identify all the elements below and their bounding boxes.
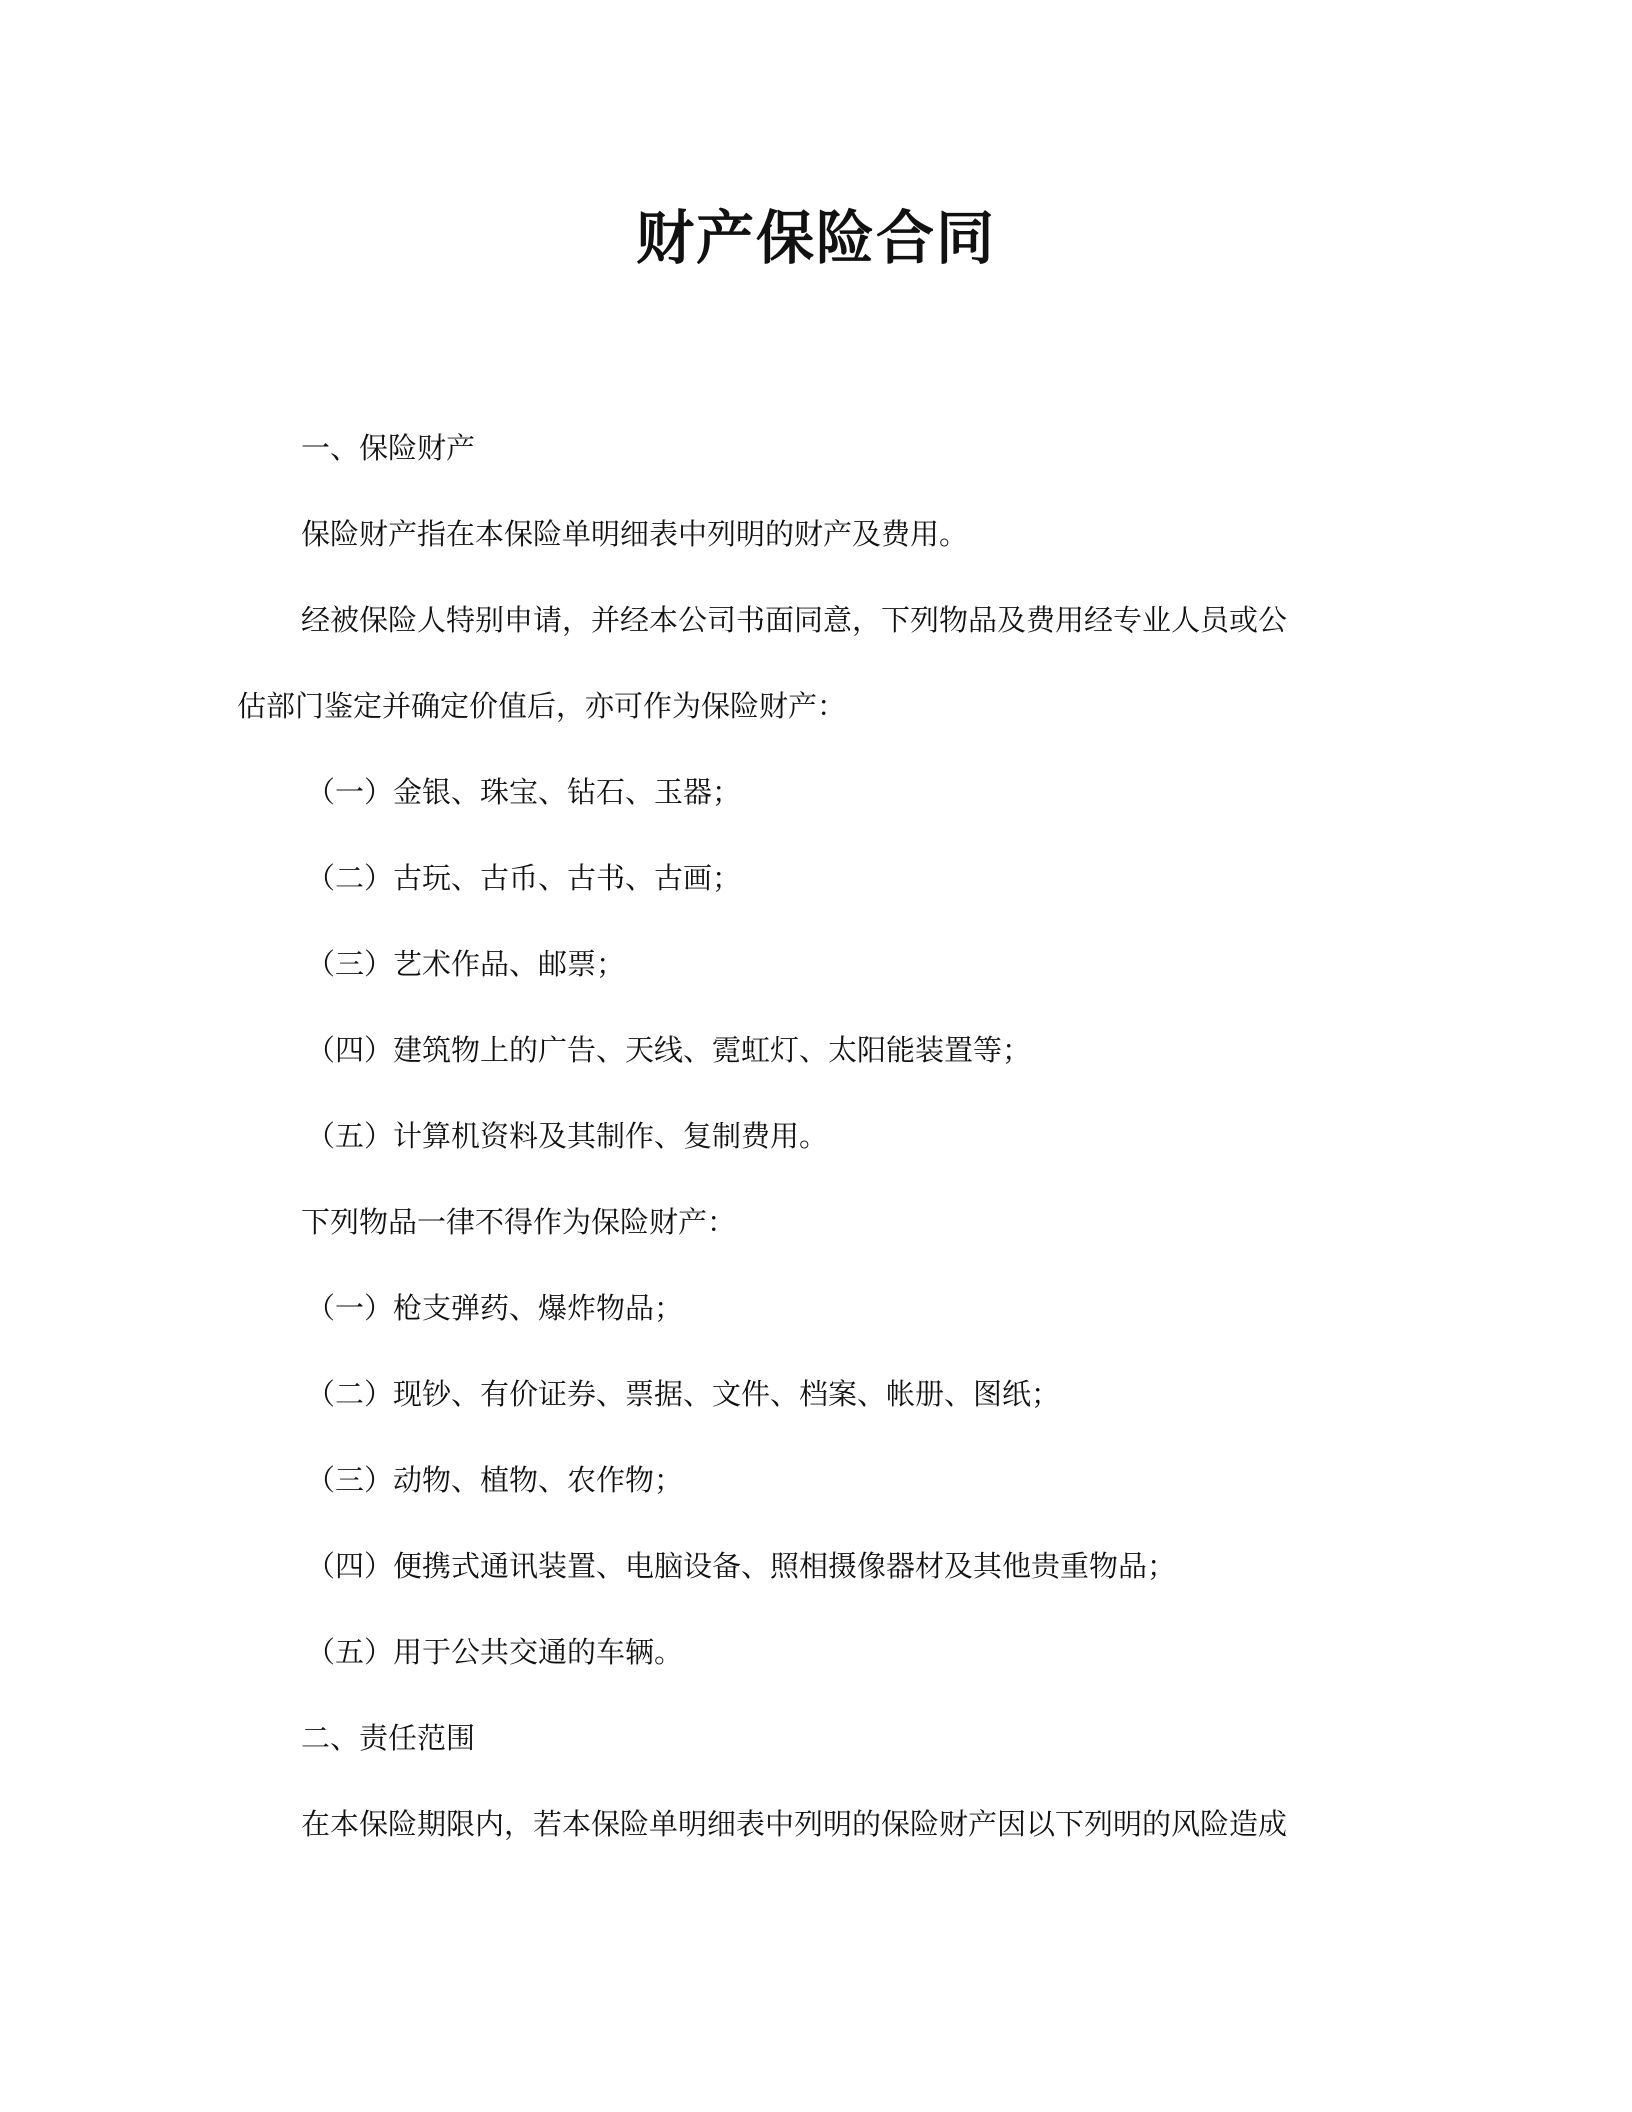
list-item: （四）便携式通讯装置、电脑设备、照相摄像器材及其他贵重物品； [306, 1549, 1177, 1583]
paragraph-excluded-items: 下列物品一律不得作为保险财产： [301, 1205, 737, 1239]
paragraph-coverage: 在本保险期限内，若本保险单明细表中列明的保险财产因以下列明的风险造成 [301, 1807, 1288, 1841]
list-item: （三）动物、植物、农作物； [306, 1463, 684, 1497]
list-item: （二）古玩、古币、古书、古画； [306, 861, 742, 895]
paragraph-special-application: 经被保险人特别申请，并经本公司书面同意，下列物品及费用经专业人员或公 [301, 603, 1288, 637]
list-item: （五）计算机资料及其制作、复制费用。 [306, 1119, 829, 1153]
list-item: （四）建筑物上的广告、天线、霓虹灯、太阳能装置等； [306, 1033, 1032, 1067]
document-title: 财产保险合同 [635, 204, 996, 272]
document-body [237, 405, 1385, 1867]
list-item: （二）现钞、有价证券、票据、文件、档案、帐册、图纸； [306, 1377, 1061, 1411]
section-heading-2: 二、责任范围 [301, 1721, 476, 1755]
paragraph-special-application-cont: 估部门鉴定并确定价值后，亦可作为保险财产： [237, 689, 847, 723]
paragraph-insured-property: 保险财产指在本保险单明细表中列明的财产及费用。 [301, 517, 969, 551]
list-item: （一）金银、珠宝、钻石、玉器； [306, 775, 742, 809]
list-item: （五）用于公共交通的车辆。 [306, 1635, 684, 1669]
section-heading-1: 一、保险财产 [301, 431, 476, 465]
list-item: （一）枪支弹药、爆炸物品； [306, 1291, 684, 1325]
list-item: （三）艺术作品、邮票； [306, 947, 626, 981]
